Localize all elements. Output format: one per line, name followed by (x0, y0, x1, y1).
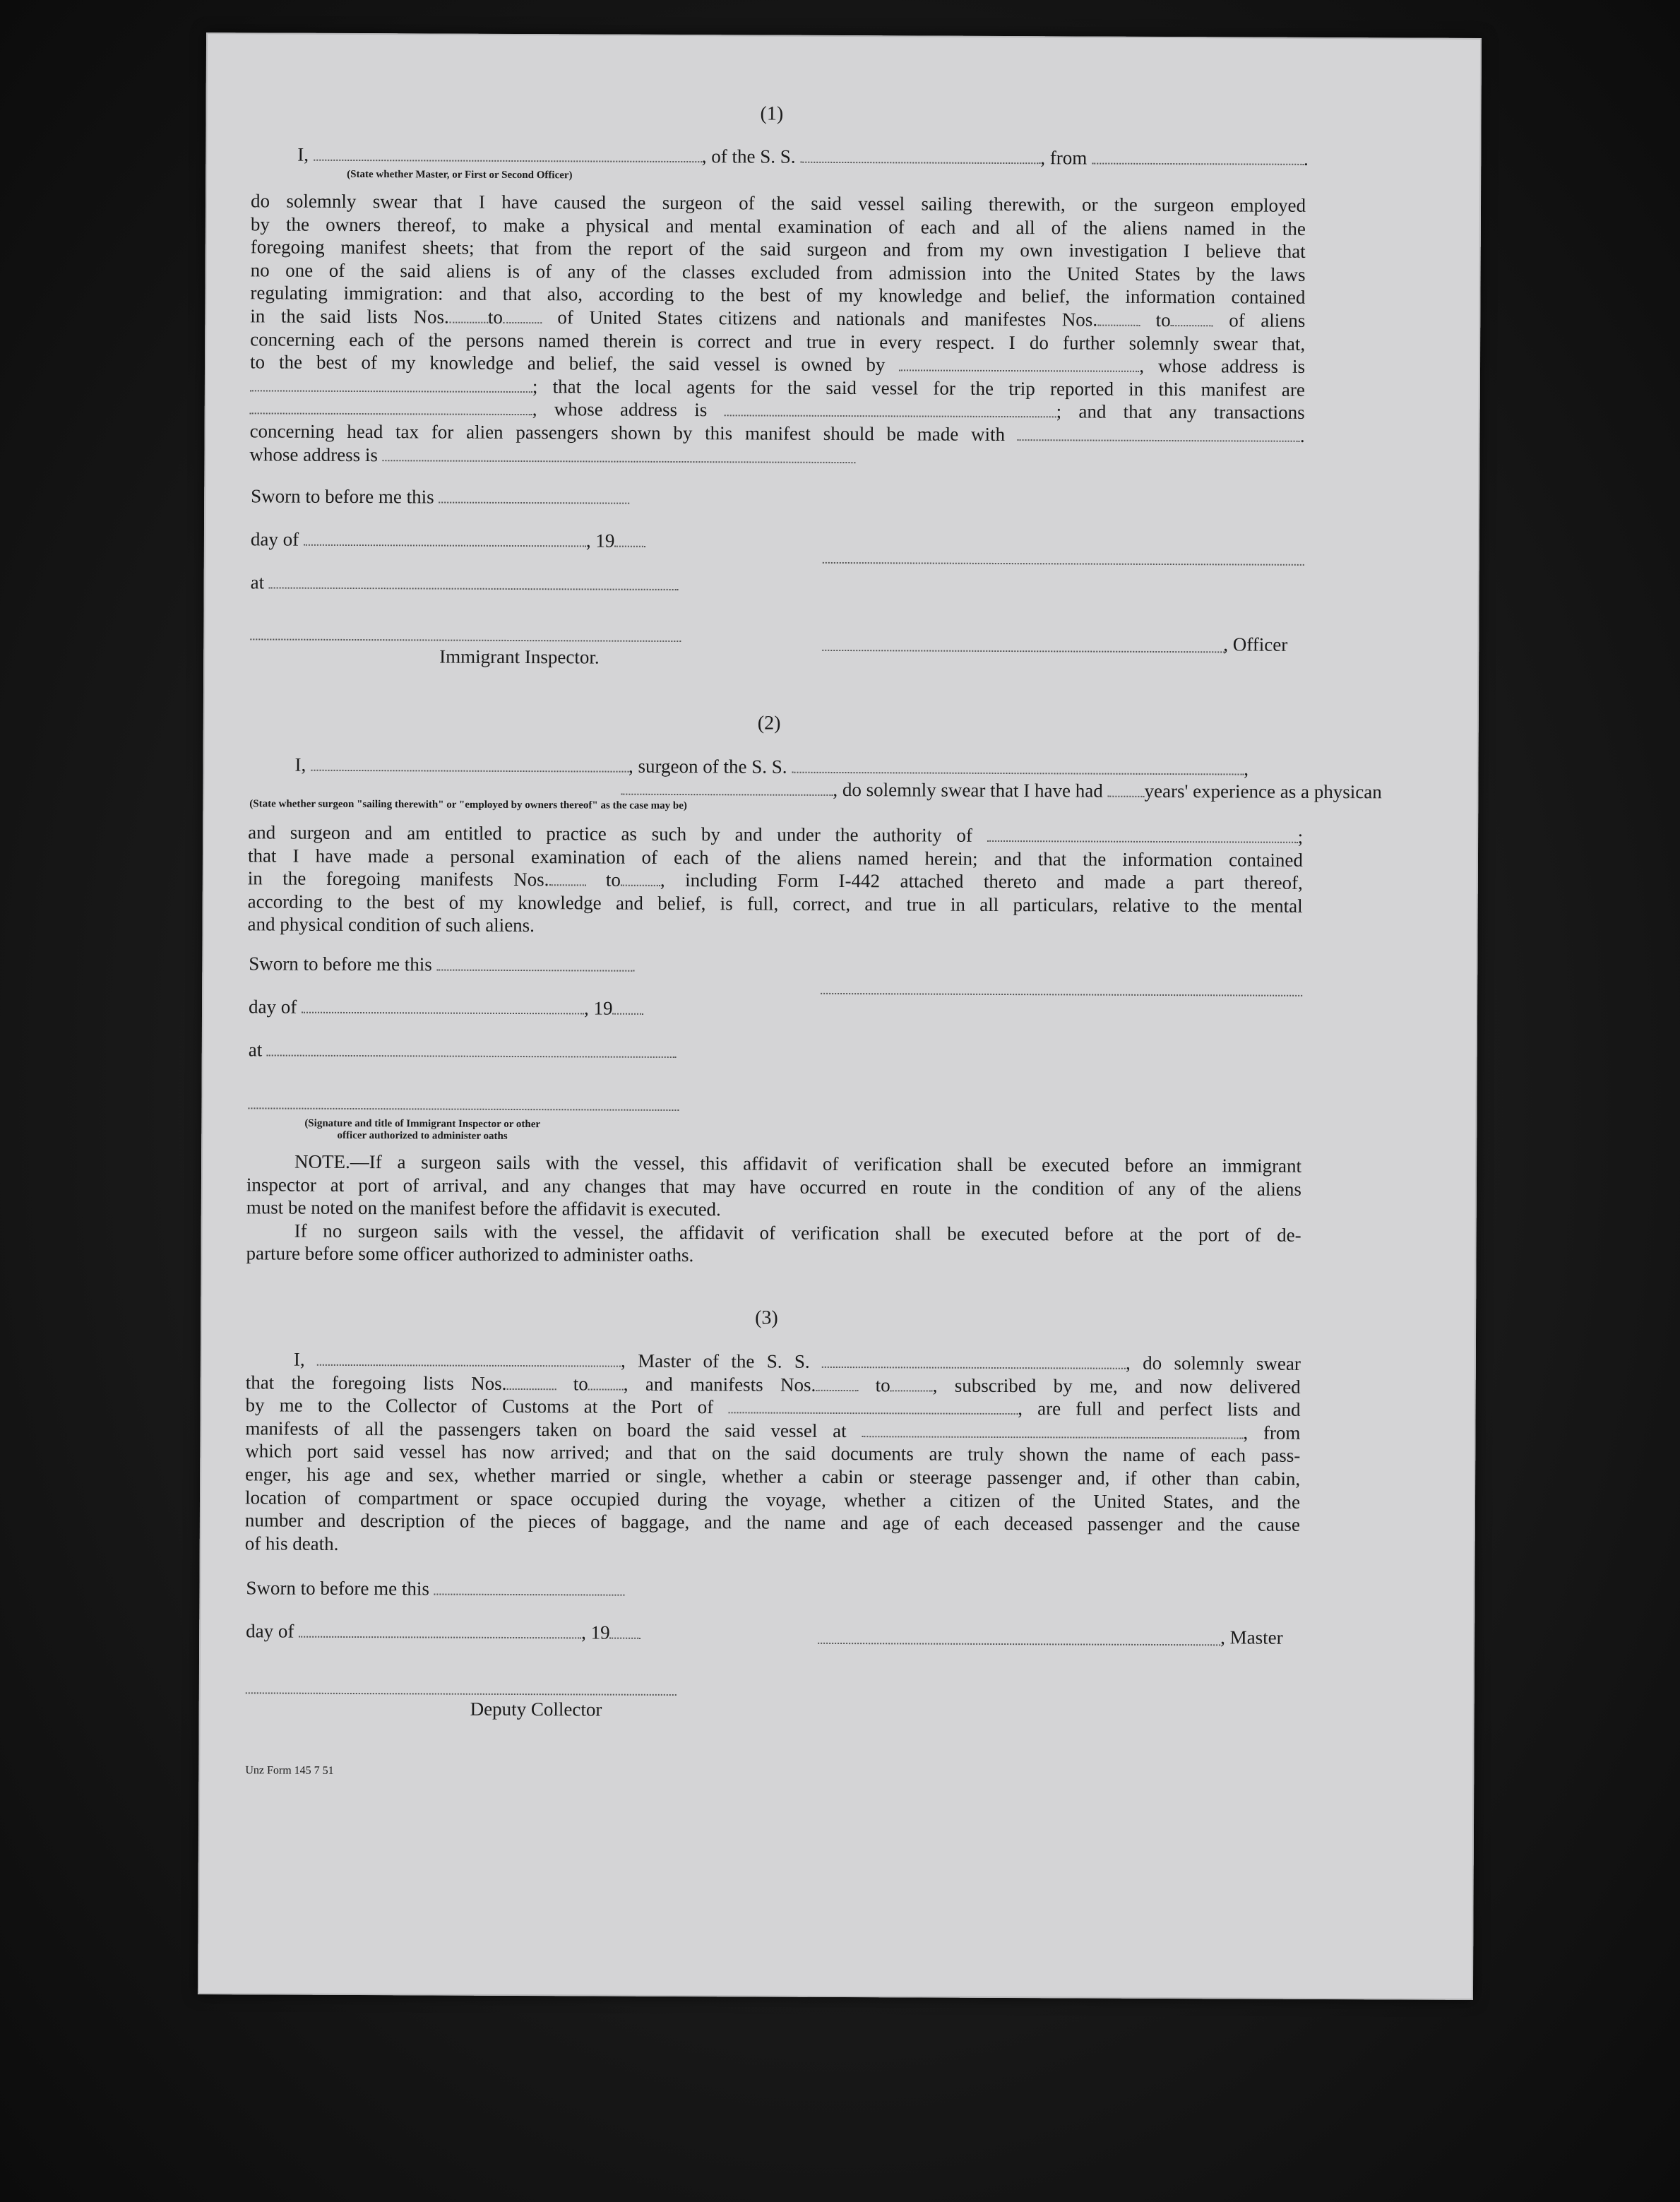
body-line: number and description of the pieces of baggage, and the name and age of each deceased passenger and the cause (244, 1509, 1300, 1536)
vessel-name-field[interactable] (800, 146, 1040, 164)
manifests-line: in the foregoing manifests Nos. to , including Form I-442 attached thereto and made a part thereof, (247, 867, 1303, 894)
master-name-field[interactable] (317, 1349, 621, 1367)
section-1-day-of: day of , 19 (251, 528, 646, 552)
officer-note: (State whether Master, or First or Second Officer) (347, 168, 573, 181)
section-2-day-of: day of , 19 (249, 995, 644, 1020)
section-1-at: at (251, 571, 679, 596)
at-place-field[interactable] (267, 1039, 677, 1058)
body-line: regulating immigration: and that also, according to the best of my knowledge and belief, the information contained (250, 282, 1306, 309)
note-line: inspector at port of arrival, and any changes that may have occurred en route in the condition of any of the aliens (246, 1173, 1302, 1200)
section-2-body (247, 821, 1303, 940)
manifests-from-field[interactable] (816, 1374, 858, 1391)
port-from-field[interactable] (1092, 148, 1304, 165)
surgeon-name-cont-field[interactable] (621, 778, 833, 796)
section-2-number: (2) (757, 712, 781, 734)
body-line: foregoing manifest sheets; that from the report of the said surgeon and from my own investigation I believe that (250, 236, 1306, 263)
manifest-from-field[interactable] (549, 869, 585, 886)
authority-line: and surgeon and am entitled to practice as such by and under the authority of ; (248, 821, 1304, 847)
body-line: that I have made a personal examination of each of the aliens named herein; and that the information contained (247, 844, 1304, 871)
section-3-sworn: Sworn to before me this (246, 1576, 624, 1601)
head-tax-line: concerning head tax for alien passengers shown by this manifest should be made with . (249, 420, 1305, 446)
local-agents-line: ; that the local agents for the said vessel for the trip reported in this manifest are (250, 374, 1305, 401)
section-1-body (249, 189, 1306, 470)
note-line: NOTE.—If a surgeon sails with the vessel, this affidavit of verification shall be executed before an immigrant (294, 1150, 1302, 1177)
section-1-number: (1) (760, 102, 784, 125)
lists-from-field[interactable] (506, 1373, 556, 1390)
local-agents-field[interactable] (250, 398, 532, 416)
year-field[interactable] (614, 530, 645, 547)
body-line: do solemnly swear that I have caused the surgeon of the said vessel sailing therewith, or the surgeon employed (250, 190, 1306, 216)
section-1-first-line: I, , of the S. S. , from . (297, 143, 1309, 169)
day-of-field[interactable] (299, 1621, 581, 1639)
section-2-sworn: Sworn to before me this (249, 952, 634, 977)
alien-manifest-from-field[interactable] (1097, 309, 1140, 326)
officer-signature-line[interactable] (823, 562, 1304, 566)
officer-name-field[interactable] (314, 144, 702, 162)
manifest-to-field[interactable] (621, 869, 660, 886)
port-line: by me to the Collector of Customs at the Port of , are full and perfect lists and (245, 1394, 1301, 1421)
owner-address-field[interactable] (250, 374, 532, 393)
master-title: , Master (1220, 1626, 1283, 1648)
port-of-field[interactable] (728, 1397, 1018, 1415)
alien-manifest-to-field[interactable] (1171, 309, 1213, 326)
lists-to-field[interactable] (588, 1373, 624, 1390)
agents-address-line: , whose address is ; and that any transactions (250, 397, 1305, 424)
body-line: enger, his age and sex, whether married or single, whether a cabin or steerage passenger and, if other than cabin, (245, 1463, 1301, 1489)
inspector-signature-line[interactable] (250, 638, 681, 642)
body-line: no one of the said aliens is of any of the classes excluded from admission into the United States by the laws (250, 259, 1306, 285)
head-tax-contact-field[interactable] (1018, 424, 1300, 442)
section-1-sworn: Sworn to before me this (251, 484, 629, 509)
surgeon-note: (State whether surgeon "sailing therewith" or "employed by owners thereof" as the case may be) (249, 798, 687, 812)
head-tax-address-field[interactable] (383, 444, 856, 463)
master-signature-line[interactable] (818, 1643, 1220, 1645)
agents-address-field[interactable] (725, 400, 1056, 418)
owner-field[interactable] (899, 355, 1139, 372)
officer-title: , Officer (1223, 633, 1288, 655)
surgeon-name-field[interactable] (311, 754, 628, 773)
signature-note: (Signature and title of Immigrant Inspector or other officer authorized to administer oaths (304, 1117, 541, 1142)
lists-line: in the said lists Nos. to of United States citizens and nationals and manifestes Nos. to of aliens (250, 305, 1306, 331)
vessel-name-field[interactable] (792, 756, 1244, 775)
citizen-list-to-field[interactable] (503, 307, 542, 323)
sworn-date-field[interactable] (436, 954, 634, 972)
deputy-collector-title: Deputy Collector (470, 1698, 602, 1720)
body-line: according to the best of my knowledge and belief, is full, correct, and true in all particulars, relative to the mental (247, 891, 1303, 917)
year-field[interactable] (610, 1622, 641, 1639)
body-line: location of compartment or space occupied during the voyage, whether a citizen of the United States, and the (244, 1486, 1301, 1513)
manifests-to-field[interactable] (890, 1374, 933, 1391)
note-line: must be noted on the manifest before the affidavit is executed. (246, 1196, 721, 1220)
form-number: Unz Form 145 7 51 (245, 1764, 334, 1777)
head-tax-address-line: whose address is (249, 443, 1304, 470)
day-of-field[interactable] (304, 529, 586, 547)
section-3-number: (3) (755, 1307, 778, 1329)
section-3-day-of: day of , 19 (246, 1619, 641, 1644)
body-line: of his death. (244, 1533, 339, 1554)
section-3-body (245, 1347, 1301, 1559)
body-line: which port said vessel has now arrived; and that on the said documents are truly shown the name of each pass- (245, 1440, 1301, 1467)
surgeon-signature-line[interactable] (821, 993, 1302, 996)
master-line: I, , Master of the S. S. , do solemnly swear (293, 1348, 1301, 1374)
lists-line: that the foregoing lists Nos. to , and manifests Nos. to , subscribed by me, and now delivered (245, 1371, 1301, 1398)
inspector-signature-line[interactable] (248, 1107, 679, 1111)
sworn-date-field[interactable] (439, 487, 629, 504)
body-line: and physical condition of such aliens. (247, 913, 535, 936)
embark-port-field[interactable] (862, 1420, 1243, 1439)
affidavit-form-page (198, 32, 1482, 2000)
immigrant-inspector-title: Immigrant Inspector. (439, 645, 600, 668)
authority-field[interactable] (987, 825, 1298, 843)
deputy-collector-signature-line[interactable] (246, 1692, 677, 1696)
body-line: by the owners thereof, to make a physical and mental examination of each and all of the aliens named in the (250, 213, 1306, 239)
year-field[interactable] (612, 998, 643, 1015)
note-block (246, 1150, 1301, 1269)
owned-by-line: to the best of my knowledge and belief, the said vessel is owned by , whose address is (249, 351, 1306, 378)
years-experience-field[interactable] (1107, 780, 1144, 797)
vessel-name-field[interactable] (822, 1351, 1126, 1369)
at-place-field[interactable] (269, 571, 679, 590)
day-of-field[interactable] (302, 996, 584, 1015)
sworn-date-field[interactable] (434, 1578, 625, 1596)
section-2-second-line: , do solemnly swear that I have had years' experience as a physican (621, 778, 1381, 804)
section-2-at: at (249, 1038, 677, 1064)
note-line: parture before some officer authorized to administer oaths. (246, 1242, 694, 1266)
body-line: concerning each of the persons named therein is correct and true in every respect. I do further solemnly swear that, (250, 328, 1306, 355)
section-2-first-line: I, , surgeon of the S. S. , (294, 754, 1249, 780)
note-line: If no surgeon sails with the vessel, the affidavit of verification shall be executed before at the port of de- (294, 1220, 1301, 1246)
citizen-list-from-field[interactable] (449, 307, 488, 323)
officer-name-line[interactable] (822, 650, 1225, 653)
vessel-at-line: manifests of all the passengers taken on board the said vessel at , from (245, 1417, 1301, 1444)
